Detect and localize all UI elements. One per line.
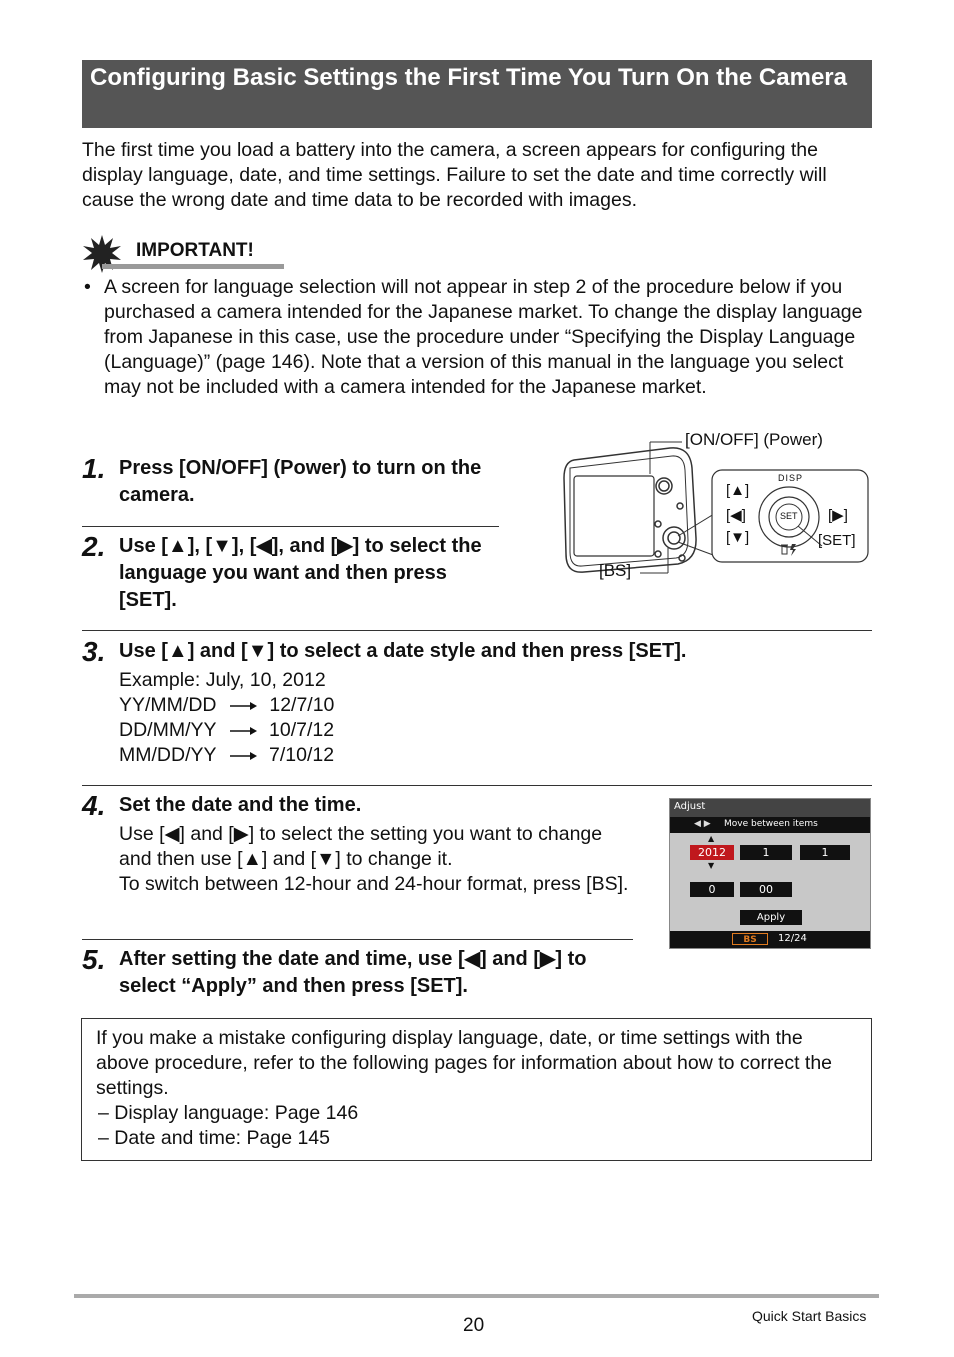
step-3-number: 3. <box>82 636 106 667</box>
down-arrow-icon: ▼ <box>708 861 715 870</box>
adjust-title: Adjust <box>674 801 706 812</box>
step-4-instruction: To switch between 12-hour and 24-hour format, press [BS]. <box>119 873 629 895</box>
step-4-number: 4. <box>82 790 106 821</box>
minute-field: 00 <box>740 882 792 897</box>
step-1-number: 1. <box>82 453 106 484</box>
footer-rule <box>74 1294 879 1298</box>
day-field: 1 <box>800 845 850 860</box>
page-number: 20 <box>463 1315 485 1336</box>
up-button-label: [▲] <box>726 482 750 499</box>
date-style: DD/MM/YY <box>119 719 217 741</box>
step-5-text: After setting the date and time, use [◀] and [▶] to select “Apply” and then press [SET]. <box>119 948 587 997</box>
date-value: 7/10/12 <box>269 744 335 766</box>
note-box <box>81 1018 872 1161</box>
adjust-nav-bar <box>670 817 870 833</box>
nav-hint: Move between items <box>724 819 818 829</box>
arrow-right-icon <box>228 726 258 736</box>
trash-flash-icon <box>780 543 800 557</box>
note-item: – Display language: Page 146 <box>98 1102 359 1124</box>
bullet-marker: • <box>84 276 91 298</box>
disp-label: DISP <box>778 473 804 483</box>
step-divider <box>82 630 872 631</box>
adjust-title-bar <box>670 799 870 817</box>
date-format-row <box>119 693 334 718</box>
date-value: 12/7/10 <box>269 694 335 716</box>
bs-button-label: [BS] <box>599 561 632 580</box>
right-button-label: [▶] <box>828 507 848 524</box>
arrow-right-icon <box>228 701 258 711</box>
step-3-text: Use [▲] and [▼] to select a date style and then press [SET]. <box>119 640 687 662</box>
important-bullet <box>82 275 874 400</box>
step-2-text: Use [▲], [▼], [◀], and [▶] to select the language you want and then press [SET]. <box>119 535 482 611</box>
date-style: YY/MM/DD <box>119 694 217 716</box>
left-button-label: [◀] <box>726 507 746 524</box>
note-item: – Date and time: Page 145 <box>98 1127 330 1149</box>
camera-body-illustration <box>564 448 696 572</box>
intro-paragraph: The first time you load a battery into the camera, a screen appears for configuring the display language, date, and time settings. Failure to set the date and time correctly will cause the wrong date and time data to be recorded with images. <box>82 139 827 211</box>
step-divider <box>82 785 872 786</box>
important-label: IMPORTANT! <box>136 240 254 261</box>
page-title: Configuring Basic Settings the First Time You Turn On the Camera <box>90 64 847 91</box>
important-text: A screen for language selection will not appear in step 2 of the procedure below if you purchased a camera intended for the Japanese market. To change the display language from Japanese in this case, use the procedure under “Specifying the Display Language (Language)” (page 146). Note that a version of this manual in the language you select may not be included with a camera intended for the Japanese market. <box>104 276 863 398</box>
bs-badge: BS <box>732 933 768 945</box>
apply-button: Apply <box>740 910 802 925</box>
step-4-text: Set the date and the time. <box>119 794 362 816</box>
date-value: 10/7/12 <box>269 719 335 741</box>
month-field: 1 <box>740 845 792 860</box>
date-format-row <box>119 718 334 743</box>
step-1-text: Press [ON/OFF] (Power) to turn on the camera. <box>119 457 482 506</box>
set-button-center: SET <box>780 511 798 521</box>
nav-arrows-icon: ◀ ▶ <box>694 819 711 829</box>
step-4-instruction: Use [◀] and [▶] to select the setting you want to change and then use [▲] and [▼] to change it. <box>119 823 603 870</box>
step-2-number: 2. <box>82 531 106 562</box>
power-button-label: [ON/OFF] (Power) <box>685 430 823 449</box>
date-style: MM/DD/YY <box>119 744 217 766</box>
page-title-bar <box>82 60 872 128</box>
important-underline <box>102 264 284 269</box>
hour-field: 0 <box>690 882 734 897</box>
important-heading <box>82 234 292 274</box>
step-divider <box>82 939 633 940</box>
note-text: If you make a mistake configuring display language, date, or time settings with the above procedure, refer to the following pages for information about how to correct the settings. <box>96 1027 833 1099</box>
date-format-row <box>119 743 334 768</box>
date-example: Example: July, 10, 2012 <box>119 669 326 691</box>
step-divider <box>82 526 499 527</box>
set-button-label: [SET] <box>818 532 856 549</box>
step-5-number: 5. <box>82 944 106 975</box>
arrow-right-icon <box>228 751 258 761</box>
adjust-screen <box>669 798 871 949</box>
adjust-footer-bar <box>670 931 870 948</box>
section-name: Quick Start Basics <box>752 1308 867 1324</box>
format-label: 12/24 <box>778 933 807 944</box>
year-field: 2012 <box>690 845 734 860</box>
down-button-label: [▼] <box>726 529 750 546</box>
up-arrow-icon: ▲ <box>708 834 715 843</box>
